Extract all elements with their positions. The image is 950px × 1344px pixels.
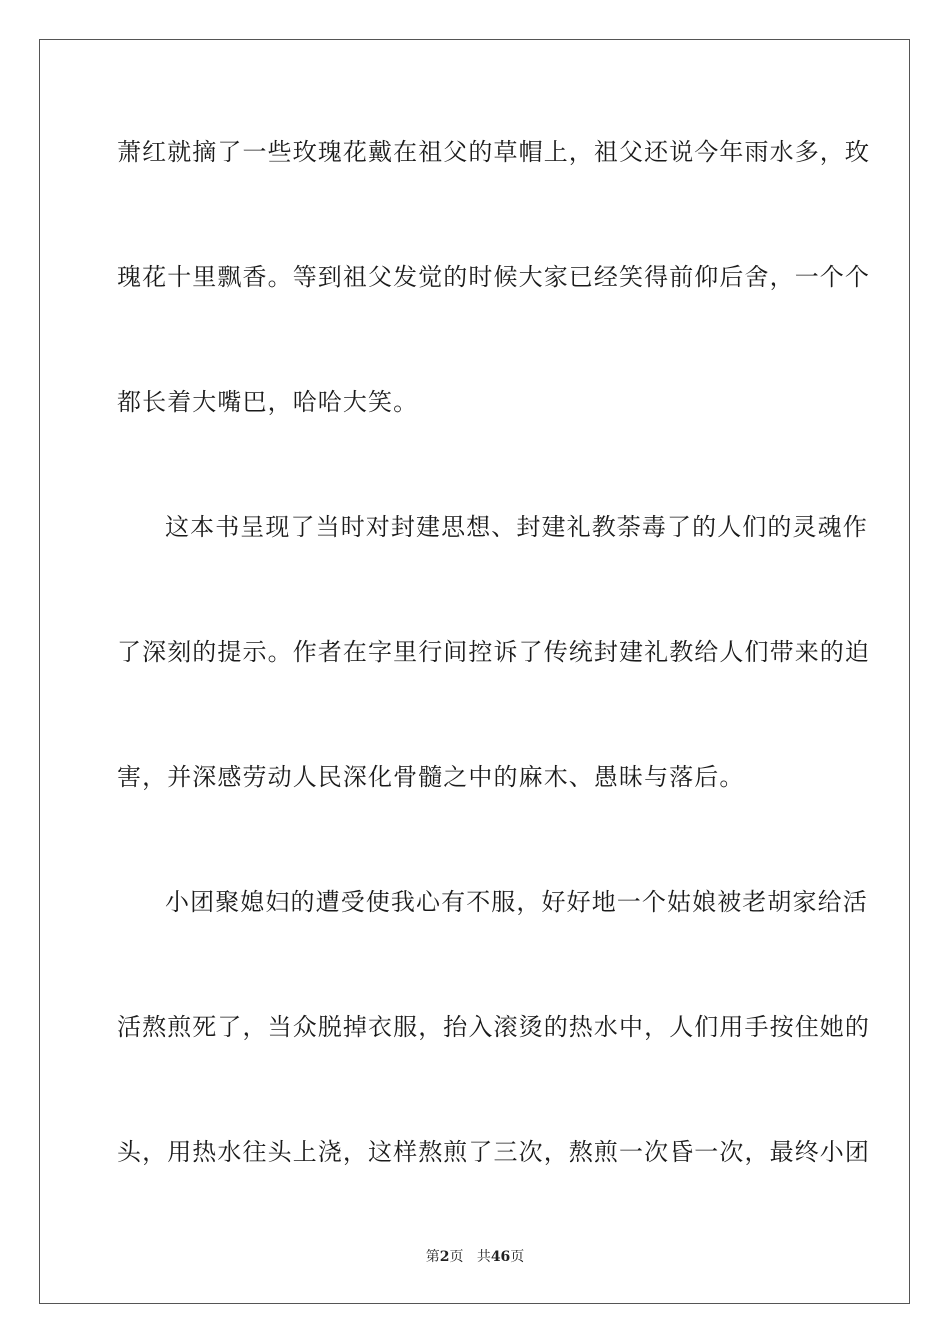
total-suffix: 页 [510, 1249, 525, 1265]
total-prefix: 共 [476, 1249, 491, 1265]
page-border [39, 39, 910, 1304]
page-footer [0, 1248, 950, 1266]
page-prefix: 第 [425, 1249, 440, 1265]
text-line: 活熬煎死了，当众脱掉衣服，抬入滚烫的热水中，人们用手按住她的 [117, 1013, 870, 1041]
text-line: 头，用热水往头上浇，这样熬煎了三次，熬煎一次昏一次，最终小团 [117, 1138, 870, 1166]
paragraph-start-line: 这本书呈现了当时对封建思想、封建礼教荼毒了的人们的灵魂作 [165, 513, 868, 541]
text-line: 瑰花十里飘香。等到祖父发觉的时候大家已经笑得前仰后舍，一个个 [117, 263, 870, 291]
paragraph-start-line: 小团聚媳妇的遭受使我心有不服，好好地一个姑娘被老胡家给活 [165, 888, 868, 916]
total-pages: 46 [490, 1249, 511, 1265]
text-line: 都长着大嘴巴，哈哈大笑。 [117, 388, 419, 416]
text-line: 了深刻的提示。作者在字里行间控诉了传统封建礼教给人们带来的迫 [117, 638, 870, 666]
page-number: 2 [439, 1249, 450, 1265]
page-suffix: 页 [449, 1249, 464, 1265]
text-line: 萧红就摘了一些玫瑰花戴在祖父的草帽上，祖父还说今年雨水多，玫 [117, 138, 870, 166]
text-line: 害，并深感劳动人民深化骨髓之中的麻木、愚昧与落后。 [117, 763, 745, 791]
